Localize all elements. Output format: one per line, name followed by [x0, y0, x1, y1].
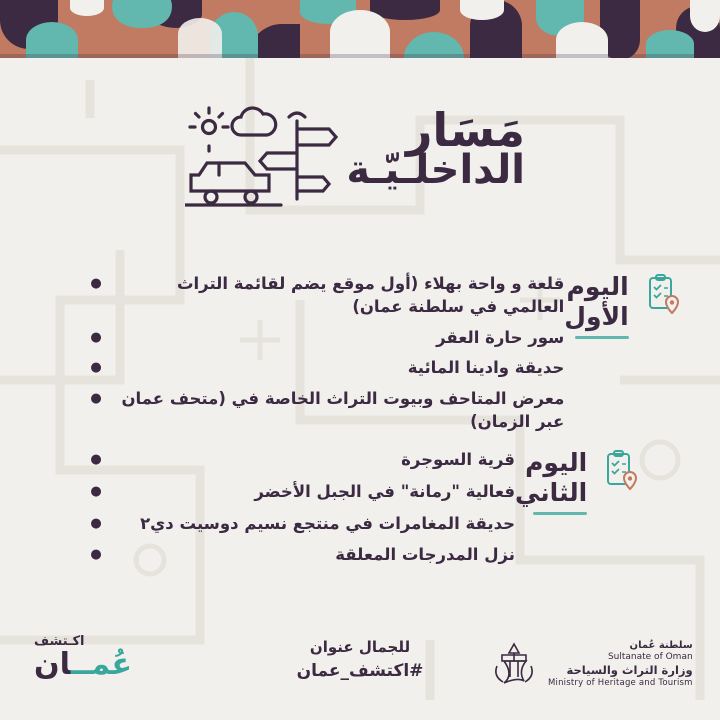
list-item — [88, 480, 515, 505]
day-2-heading — [515, 448, 720, 515]
bullet-icon: ● — [90, 515, 102, 531]
list-item — [88, 356, 564, 379]
discover-oman-line-2 — [34, 647, 184, 682]
day-2-items — [0, 448, 515, 575]
ministry-logo — [488, 634, 698, 694]
day-2-section — [0, 448, 720, 575]
ministry-line-3: وزارة التراث والسياحة — [566, 663, 693, 678]
day-2-item-1: قرية السوجرة — [401, 450, 515, 469]
ministry-line-1: سلطنة عُمان — [629, 639, 693, 651]
day-1-item-2: سور حارة العقر — [436, 327, 565, 347]
ministry-text — [548, 640, 693, 689]
day-1-label-line2: الأول — [564, 301, 629, 331]
logo-line-2: الداخلـيّـة — [346, 146, 525, 193]
list-item — [88, 326, 564, 349]
bullet-icon: ● — [90, 276, 102, 291]
ministry-line-2: Sultanate of Oman — [607, 652, 693, 663]
footer-hashtag[interactable]: #اكتشف_عمان — [296, 661, 424, 681]
list-item — [88, 543, 515, 568]
top-pattern-banner — [0, 0, 720, 58]
list-item — [88, 448, 515, 473]
day-2-label-line2: الثاني — [515, 477, 588, 507]
discover-oman-word-dark: ان — [34, 647, 71, 682]
day-2-item-3: حديقة المغامرات في منتجع نسيم دوسيت دي٢ — [140, 513, 515, 533]
oman-khanjar-emblem-icon — [488, 638, 540, 690]
day-1-heading — [564, 272, 720, 339]
day-1-item-3: حديقة وادينا المائية — [407, 358, 565, 378]
list-item — [88, 272, 564, 319]
day-2-item-2: فعالية "رمانة" في الجبل الأخضر — [254, 481, 515, 501]
day-1-underline — [575, 336, 629, 339]
day-2-underline — [533, 512, 587, 515]
day-1-label — [564, 272, 636, 339]
discover-oman-brand — [34, 634, 184, 696]
day-2-item-4: نزل المدرجات المعلقة — [335, 545, 515, 565]
bullet-icon: ● — [90, 360, 102, 376]
masar-logo — [0, 96, 720, 226]
day-1-items — [0, 272, 564, 441]
discover-oman-line-1: اكـتشف — [34, 634, 85, 649]
ministry-line-4: Ministry of Heritage and Tourism — [548, 677, 693, 688]
bullet-icon: ● — [90, 452, 102, 467]
footer-tagline: للجمال عنوان — [309, 638, 411, 656]
bullet-icon: ● — [90, 329, 102, 345]
day-1-section — [0, 272, 720, 441]
bullet-icon: ● — [90, 483, 102, 499]
list-item — [88, 512, 515, 537]
list-item — [88, 387, 564, 434]
logo-text — [346, 103, 525, 193]
bullet-icon: ● — [90, 390, 102, 406]
day-1-item-4: معرض المتاحف وبيوت التراث الخاصة في (متحف عمان عبر الزمان) — [121, 388, 565, 432]
banner-pattern — [0, 0, 720, 58]
footer — [0, 610, 720, 720]
cloud-icon — [232, 108, 276, 135]
bullet-icon: ● — [90, 547, 102, 563]
checklist-location-icon — [605, 450, 639, 492]
checklist-location-icon — [647, 274, 681, 316]
day-1-label-line1: اليوم — [566, 272, 629, 301]
logo-line-1: مَسَار — [405, 103, 525, 157]
signpost-icon — [260, 113, 336, 199]
day-2-label-line1: اليوم — [525, 448, 588, 477]
day-1-item-1: قلعة و واحة بهلاء (أول موقع يضم لقائمة التراث العالمي في سلطنة عمان) — [176, 274, 565, 317]
day-2-label — [515, 448, 595, 515]
sun-icon — [190, 108, 228, 151]
discover-oman-word-teal: عُمــ — [70, 647, 132, 682]
